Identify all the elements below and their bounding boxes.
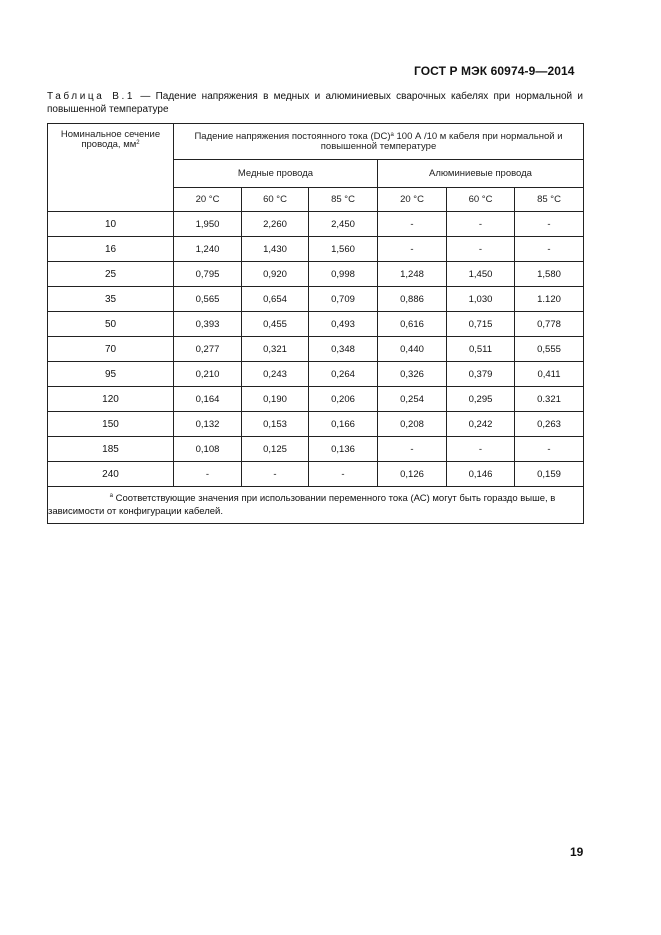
cell-voltage-drop: 0,242 [447,412,515,437]
cell-voltage-drop: - [378,437,447,462]
cell-voltage-drop: 0,886 [378,287,447,312]
table-body [48,212,584,487]
cell-cross-section: 185 [48,437,174,462]
cell-voltage-drop: 0,153 [242,412,309,437]
cell-voltage-drop: 0,146 [447,462,515,487]
cell-voltage-drop: - [447,212,515,237]
header-temp: 20 °С [378,188,447,212]
cell-voltage-drop: 0,616 [378,312,447,337]
table-row [48,312,584,337]
cell-voltage-drop: - [515,437,584,462]
cell-voltage-drop: 0,206 [309,387,378,412]
cell-voltage-drop: 0,654 [242,287,309,312]
cell-cross-section: 70 [48,337,174,362]
cell-voltage-drop: 1,560 [309,237,378,262]
cell-voltage-drop: 0,998 [309,262,378,287]
cell-voltage-drop: 0,277 [174,337,242,362]
cell-voltage-drop: 0,555 [515,337,584,362]
cell-voltage-drop: 0,164 [174,387,242,412]
cell-cross-section: 150 [48,412,174,437]
cell-voltage-drop: 0,263 [515,412,584,437]
cell-voltage-drop: - [378,212,447,237]
cell-cross-section: 10 [48,212,174,237]
table-row [48,437,584,462]
cell-cross-section: 120 [48,387,174,412]
header-temp: 20 °С [174,188,242,212]
table-caption [47,91,583,116]
cell-voltage-drop: 0,166 [309,412,378,437]
cell-voltage-drop: - [447,237,515,262]
header-aluminum-wires: Алюминиевые провода [378,160,584,188]
header-cross-section-sup: 2 [136,140,140,146]
cell-voltage-drop: 0,709 [309,287,378,312]
cell-voltage-drop: 0,136 [309,437,378,462]
header-temp: 85 °С [309,188,378,212]
table-row [48,462,584,487]
cell-cross-section: 25 [48,262,174,287]
cell-voltage-drop: 0.321 [515,387,584,412]
cell-cross-section: 16 [48,237,174,262]
header-cross-section-text: Номинальное сечение провода, мм [60,129,161,150]
cell-cross-section: 35 [48,287,174,312]
cell-voltage-drop: 1.120 [515,287,584,312]
table-row [48,337,584,362]
cell-voltage-drop: 0,326 [378,362,447,387]
cell-voltage-drop: - [515,237,584,262]
cell-voltage-drop: 1,430 [242,237,309,262]
standard-header: ГОСТ Р МЭК 60974-9—2014 [414,64,575,78]
cell-voltage-drop: 0,778 [515,312,584,337]
cell-voltage-drop: 0,210 [174,362,242,387]
cell-voltage-drop: 0,159 [515,462,584,487]
cell-cross-section: 50 [48,312,174,337]
cell-voltage-drop: 0,795 [174,262,242,287]
cell-voltage-drop: 1,240 [174,237,242,262]
cell-voltage-drop: - [242,462,309,487]
cell-voltage-drop: 0,125 [242,437,309,462]
table-row [48,387,584,412]
cell-voltage-drop: 0,321 [242,337,309,362]
cell-voltage-drop: 0,208 [378,412,447,437]
cell-voltage-drop: 0,411 [515,362,584,387]
cell-cross-section: 240 [48,462,174,487]
header-voltage-drop-text: Падение напряжения постоянного тока (DC) [194,130,391,142]
cell-voltage-drop: - [174,462,242,487]
cell-voltage-drop: 0,455 [242,312,309,337]
cell-voltage-drop: 1,580 [515,262,584,287]
cell-cross-section: 95 [48,362,174,387]
header-voltage-drop [174,124,584,160]
table-row [48,362,584,387]
cell-voltage-drop: 0,132 [174,412,242,437]
footnote-text: Соответствующие значения при использовании переменного тока (АС) могут быть гораздо выше, в зависимости от конфигурации кабелей. [48,493,556,517]
voltage-drop-table [47,123,584,524]
footnote-mark: a [109,493,113,499]
cell-voltage-drop: 0,348 [309,337,378,362]
cell-voltage-drop: 1,450 [447,262,515,287]
cell-voltage-drop: 0,493 [309,312,378,337]
table-row [48,262,584,287]
page-number: 19 [570,845,584,859]
cell-voltage-drop: 0,108 [174,437,242,462]
header-voltage-drop-tail: 100 А /10 м кабеля при нормальной и повышенной температуре [320,130,563,152]
cell-voltage-drop: 2,450 [309,212,378,237]
table-title: — Падение напряжения в медных и алюминиевых сварочных кабелях при нормальной и повышенной температуре [47,91,583,115]
cell-voltage-drop: 0,379 [447,362,515,387]
cell-voltage-drop: 2,260 [242,212,309,237]
cell-voltage-drop: - [378,237,447,262]
table-label: Таблица В.1 [47,91,136,102]
cell-voltage-drop: 0,243 [242,362,309,387]
header-copper-wires: Медные провода [174,160,378,188]
header-cross-section [48,124,174,212]
cell-voltage-drop: 0,920 [242,262,309,287]
cell-voltage-drop: 0,565 [174,287,242,312]
header-temp: 85 °С [515,188,584,212]
cell-voltage-drop: 0,264 [309,362,378,387]
cell-voltage-drop: 0,295 [447,387,515,412]
cell-voltage-drop: 0,254 [378,387,447,412]
footnote-cell [48,487,584,524]
header-temp: 60 °С [242,188,309,212]
header-temp: 60 °С [447,188,515,212]
cell-voltage-drop: - [447,437,515,462]
table-row [48,287,584,312]
cell-voltage-drop: 1,950 [174,212,242,237]
cell-voltage-drop: 0,190 [242,387,309,412]
footnote-ref-a: a [390,131,394,138]
table-row [48,237,584,262]
cell-voltage-drop: 0,440 [378,337,447,362]
cell-voltage-drop: 0,393 [174,312,242,337]
cell-voltage-drop: 0,715 [447,312,515,337]
table-row [48,412,584,437]
cell-voltage-drop: - [515,212,584,237]
cell-voltage-drop: 1,030 [447,287,515,312]
cell-voltage-drop: 0,126 [378,462,447,487]
cell-voltage-drop: - [309,462,378,487]
cell-voltage-drop: 0,511 [447,337,515,362]
table-row [48,212,584,237]
cell-voltage-drop: 1,248 [378,262,447,287]
